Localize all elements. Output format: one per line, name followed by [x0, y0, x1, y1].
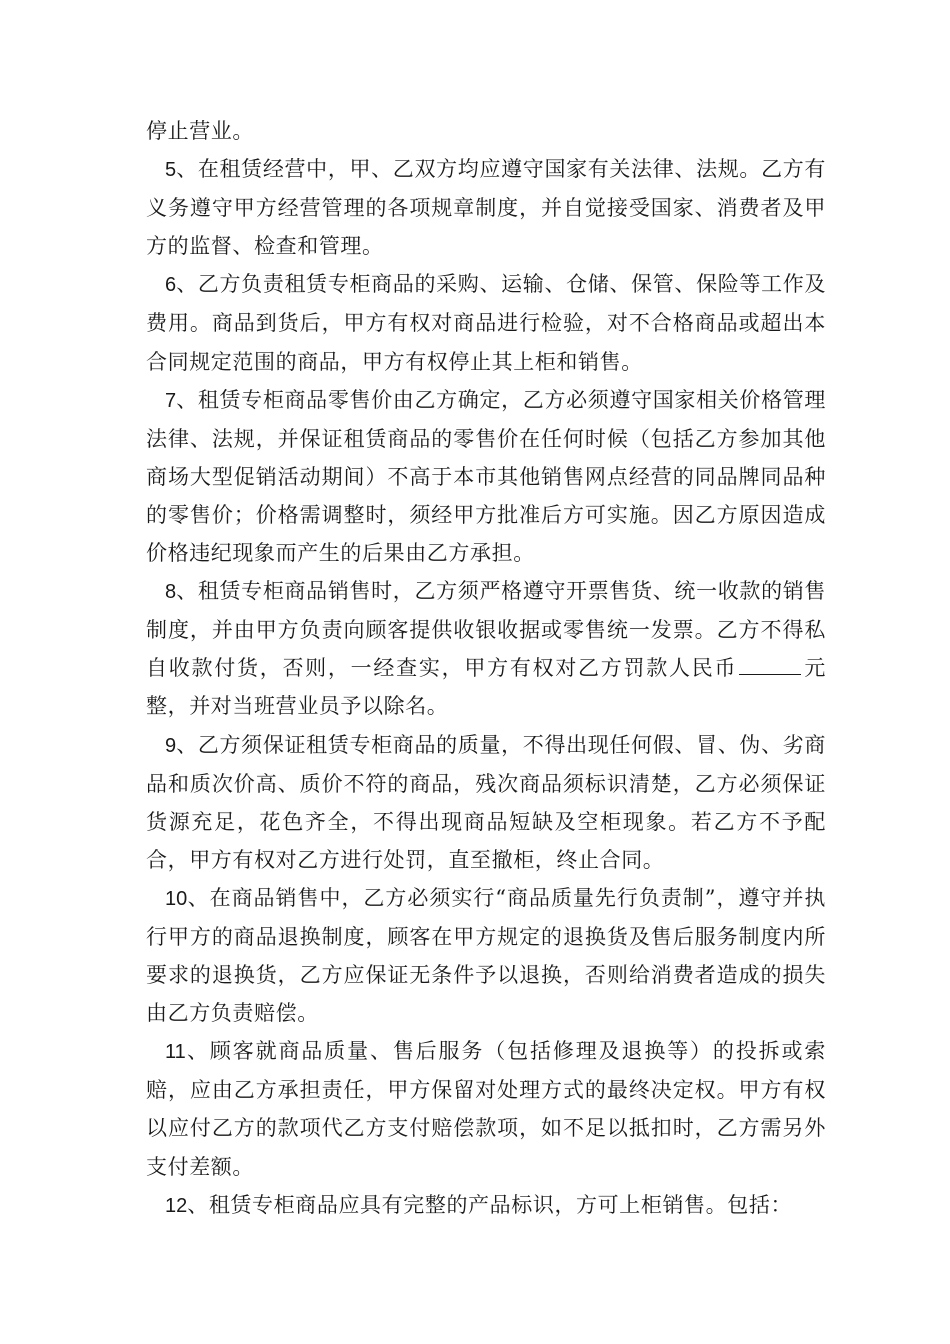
clause-6: [146, 265, 826, 380]
fine-amount-blank: [739, 656, 801, 675]
clause-text-after-blank: 元整，并对当班营业员予以除名。: [146, 656, 826, 719]
clause-text: 、租赁专柜商品零售价由乙方确定，乙方必须遵守国家相关价格管理法律、法规，并保证租赁商品的零售价在任何时候（包括乙方参加其他商场大型促销活动期间）不高于本市其他销售网点经营的同品牌同品种的零售价；价格需调整时，须经甲方批准后方可实施。因乙方原因造成价格违纪现象而产生的后果由乙方承担。: [146, 387, 826, 566]
clause-text: 、租赁专柜商品销售时，乙方须严格遵守开票售货、统一收款的销售制度，并由甲方负责向顾客提供收银收据或零售统一发票。乙方不得私自收款付货，否则，一经查实，甲方有权对乙方罚款人民币: [146, 579, 826, 681]
clause-number: 9: [165, 734, 177, 757]
clause-number: 5: [165, 159, 177, 182]
clause-text: 、乙方须保证租赁专柜商品的质量，不得出现任何假、冒、伪、劣商品和质次价高、质价不符的商品，残次商品须标识清楚，乙方必须保证货源充足，花色齐全，不得出现商品短缺及空柜现象。若乙方不予配合，甲方有权对乙方进行处罚，直至撤柜，终止合同。: [146, 732, 826, 872]
clause-text: 、在商品销售中，乙方必须实行“商品质量先行负责制”，遵守并执行甲方的商品退换制度，顾客在甲方规定的退换货及售后服务制度内所要求的退换货，乙方应保证无条件予以退换，否则给消费者造成的损失由乙方负责赔偿。: [146, 885, 826, 1026]
continuation-text: 停止营业。: [146, 119, 254, 143]
continuation-paragraph: [146, 112, 826, 150]
clause-text: 、乙方负责租赁专柜商品的采购、运输、仓储、保管、保险等工作及费用。商品到货后，甲方有权对商品进行检验，对不合格商品或超出本合同规定范围的商品，甲方有权停止其上柜和销售。: [146, 272, 826, 374]
clause-12: [146, 1186, 826, 1225]
clause-number: 7: [165, 389, 177, 412]
clause-10: [146, 879, 826, 1032]
clause-text: 、顾客就商品质量、售后服务（包括修理及退换等）的投拆或索赔，应由乙方承担责任，甲方保留对处理方式的最终决定权。甲方有权以应付乙方的款项代乙方支付赔偿款项，如不足以抵扣时，乙方需另外支付差额。: [146, 1039, 826, 1179]
clause-5: [146, 150, 826, 265]
clause-number: 12: [165, 1194, 188, 1217]
clause-7: [146, 381, 826, 572]
clause-text: 、在租赁经营中，甲、乙双方均应遵守国家有关法律、法规。乙方有义务遵守甲方经营管理的各项规章制度，并自觉接受国家、消费者及甲方的监督、检查和管理。: [146, 157, 826, 259]
clause-9: [146, 726, 826, 879]
clause-text: 、租赁专柜商品应具有完整的产品标识，方可上柜销售。包括：: [187, 1192, 793, 1217]
clause-number: 11: [165, 1041, 186, 1064]
clause-8: [146, 572, 826, 725]
clause-number: 6: [165, 274, 177, 297]
document-body: [146, 112, 826, 1225]
clause-11: [146, 1032, 826, 1185]
clause-number: 10: [165, 887, 188, 910]
clause-number: 8: [165, 581, 177, 604]
